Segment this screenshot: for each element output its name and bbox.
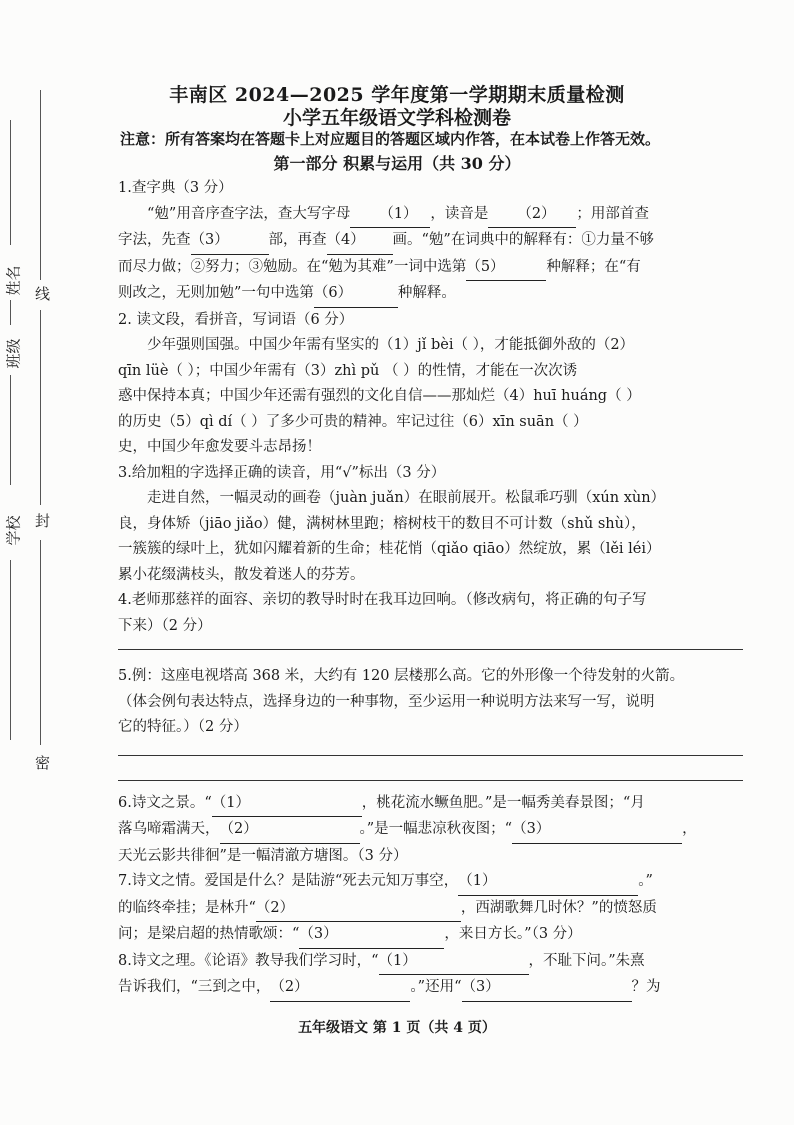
seal-line-bottom <box>40 540 41 745</box>
q6-line2: 落乌啼霜满天，（2） 。”是一幅悲凉秋夜图；“（3） ， <box>118 817 743 844</box>
q3-heading: 3.给加粗的字选择正确的读音，用“√”标出（3 分） <box>118 464 446 481</box>
q1-line3: 而尽力做；②努力；③勉励。在“勉为其难”一词中选第（5） 种解释；在“有 <box>118 255 743 282</box>
q3-line3: 一簇簇的绿叶上，犹如闪耀着新的生命；桂花悄（qiǎo qiāo）然绽放，累（lěi léi） <box>118 541 661 557</box>
q1-blank-4[interactable]: （4） <box>327 228 393 255</box>
q1-line4: 则改之，无则加勉”一句中选第（6） 种解释。 <box>118 281 743 308</box>
q8-line2: 告诉我们，“三到之中，（2） 。”还用“（3） ？为 <box>118 975 743 1002</box>
q8-line1: 8.诗文之理。《论语》教导我们学习时，“（1） ，不耻下问。”朱熹 <box>118 949 743 976</box>
q2-line3: 惑中保持本真；中国少年还需有强烈的文化自信——那灿烂（4）huī huáng（ ） <box>118 388 641 404</box>
q3-line2: 良，身体矫（jiāo jiǎo）健，满树林里跑；榕树枝干的数目不可计数（shǔ shù）， <box>118 515 646 532</box>
exam-subtitle: 小学五年级语文学科检测卷 <box>282 107 511 129</box>
seal-char-mi: 密 <box>35 754 51 772</box>
q3-line1: 走进自然，一幅灵动的画卷（juàn juǎn）在眼前展开。松鼠乖巧驯（xún xùn） <box>147 490 666 506</box>
q7-blank-1[interactable]: （1） <box>458 869 638 896</box>
q2-line2: qīn lüè（ ）；中国少年需有（3）zhì pǔ （ ）的性情，才能在一次次诱 <box>118 362 578 379</box>
q2-line4: 的历史（5）qì dí（ ）了多少可贵的精神。牢记过往（6）xīn suān（ ） <box>118 413 588 430</box>
q1-blank-1[interactable]: （1） <box>350 202 430 229</box>
q7-blank-2[interactable]: （2） <box>256 896 461 923</box>
q1-blank-3[interactable]: （3） <box>191 228 269 255</box>
name-label: 姓名 <box>4 265 23 296</box>
q7-blank-3[interactable]: （3） <box>299 922 444 949</box>
class-label: 班级 <box>4 338 23 369</box>
class-field-line[interactable] <box>10 300 11 325</box>
q6-blank-2[interactable]: （2） <box>220 817 360 844</box>
q4-answer-line[interactable] <box>118 649 743 650</box>
q1-blank-6[interactable]: （6） <box>314 281 398 308</box>
school-label: 学校 <box>4 515 23 546</box>
extra-field-line[interactable] <box>10 560 11 740</box>
q5-line3: 它的特征。）（2 分） <box>118 719 248 735</box>
q7-line1: 7.诗文之情。爱国是什么？是陆游“死去元知万事空，（1） 。” <box>118 869 743 896</box>
q7-line2: 的临终牵挂；是林升“（2） ，西湖歌舞几时休？”的愤怒质 <box>118 896 743 923</box>
q5-line2: （体会例句表达特点，选择身边的一种事物，至少运用一种说明方法来写一写，说明 <box>118 693 655 710</box>
q5-line1: 5.例：这座电视塔高 368 米，大约有 120 层楼那么高。它的外形像一个待发射的火箭。 <box>118 668 685 684</box>
seal-char-feng: 封 <box>35 512 51 530</box>
q6-line3: 天光云影共徘徊”是一幅清澈方塘图。（3 分） <box>118 847 408 864</box>
q4-line1: 4.老师那慈祥的面容、亲切的教导时时在我耳边回响。（修改病句，将正确的句子写 <box>118 592 647 608</box>
q3-line4: 累小花缀满枝头，散发着迷人的芬芳。 <box>118 566 365 583</box>
q2-line1: 少年强则国强。中国少年需有坚实的（1）jǐ bèi（ ），才能抵御外敌的（2） <box>147 337 635 353</box>
q5-answer-line-1[interactable] <box>118 755 743 756</box>
school-field-line[interactable] <box>10 375 11 485</box>
q2-line5: 史，中国少年愈发要斗志昂扬！ <box>118 439 321 455</box>
q7-line3: 问；是梁启超的热情歌颂：“（3） ，来日方长。”（3 分） <box>118 922 743 949</box>
q6-blank-1[interactable]: （1） <box>212 791 362 818</box>
q5-answer-line-2[interactable] <box>118 780 743 781</box>
q1-line1: “勉”用音序查字法，查大写字母 （1） ，读音是 （2） ；用部首查 <box>118 202 743 229</box>
q1-blank-5[interactable]: （5） <box>466 255 546 282</box>
exam-notice: 注意：所有答案均在答题卡上对应题目的答题区域内作答，在本试卷上作答无效。 <box>120 130 661 148</box>
q4-line2: 下来）（2 分） <box>118 617 212 634</box>
q1-heading: 1.查字典（3 分） <box>118 180 233 196</box>
question-area <box>118 176 743 1002</box>
part-one-title: 第一部分 积累与运用（共 30 分） <box>273 154 521 173</box>
q1-blank-2[interactable]: （2） <box>488 202 576 229</box>
seal-line-mid <box>40 310 41 505</box>
q2-heading: 2. 读文段，看拼音，写词语（6 分） <box>118 311 354 328</box>
seal-char-xian: 线 <box>35 285 51 303</box>
q1-line2: 字法，先查（3） 部，再查（4） 画。“勉”在词典中的解释有：①力量不够 <box>118 228 743 255</box>
q6-blank-3[interactable]: （3） <box>512 817 682 844</box>
q8-blank-3[interactable]: （3） <box>462 975 632 1002</box>
q8-blank-1[interactable]: （1） <box>379 949 529 976</box>
page-footer: 五年级语文 第 1 页（共 4 页） <box>298 1020 496 1036</box>
exam-title: 丰南区 2024—2025 学年度第一学期期末质量检测 <box>169 84 625 106</box>
q8-blank-2[interactable]: （2） <box>270 975 410 1002</box>
q6-line1: 6.诗文之景。“（1） ，桃花流水鳜鱼肥。”是一幅秀美春景图；“月 <box>118 791 743 818</box>
name-field-line[interactable] <box>10 120 11 245</box>
